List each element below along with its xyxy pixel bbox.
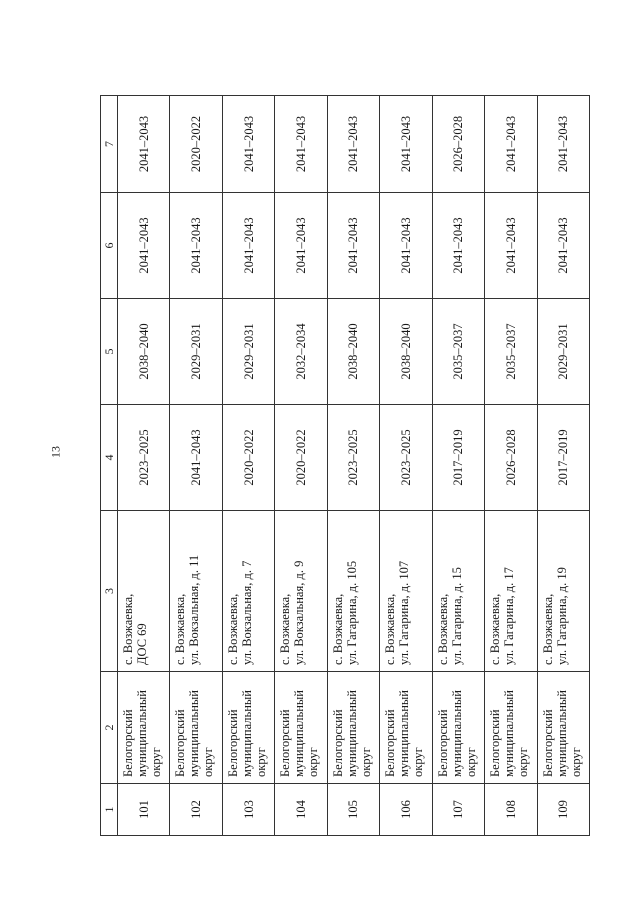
period-cell-col5: 2029–2031: [537, 299, 590, 405]
period-cell-col5: 2038–2040: [118, 299, 170, 405]
address-line: ул. Вокзальная, д. 7: [239, 560, 254, 665]
period-cell-col4: 2023–2025: [380, 405, 432, 511]
address-line: ул. Гагарина, д. 15: [449, 567, 464, 665]
address-line: ул. Гагарина, д. 17: [502, 567, 517, 665]
table-row: [485, 96, 537, 836]
period-cell-col5: 2035–2037: [485, 299, 537, 405]
address-cell: [222, 511, 274, 672]
period-cell-col7: 2026–2028: [432, 96, 484, 193]
district-line: округ: [463, 747, 478, 777]
district-cell: [432, 672, 484, 784]
address-line: с. Возжаевка,: [540, 593, 555, 665]
address-cell: [537, 511, 590, 672]
period-cell-col5: 2032–2034: [275, 299, 327, 405]
district-cell: [485, 672, 537, 784]
district-cell: [170, 672, 222, 784]
table-row: [222, 96, 274, 836]
row-number-cell: 106: [380, 784, 432, 836]
address-line: ул. Вокзальная, д. 9: [292, 560, 307, 665]
column-header-1: 1: [101, 784, 118, 836]
table-row: [275, 96, 327, 836]
district-cell: [118, 672, 170, 784]
district-line: Белогорский: [488, 709, 503, 777]
address-line: с. Возжаевка,: [435, 593, 450, 665]
district-line: округ: [253, 747, 268, 777]
address-cell: [275, 511, 327, 672]
column-header-5: 5: [101, 299, 118, 405]
period-cell-col6: 2041–2043: [222, 193, 274, 299]
address-line: ул. Гагарина, д. 105: [344, 560, 359, 665]
district-cell: [380, 672, 432, 784]
district-cell: [537, 672, 590, 784]
period-cell-col6: 2041–2043: [485, 193, 537, 299]
period-cell-col6: 2041–2043: [327, 193, 379, 299]
period-cell-col4: 2023–2025: [118, 405, 170, 511]
row-number-cell: 103: [222, 784, 274, 836]
period-cell-col5: 2035–2037: [432, 299, 484, 405]
district-cell: [275, 672, 327, 784]
period-cell-col4: 2023–2025: [327, 405, 379, 511]
address-line: ул. Гагарина, д. 107: [397, 560, 412, 665]
district-line: Белогорский: [173, 709, 188, 777]
row-number-cell: 107: [432, 784, 484, 836]
rotated-table-container: [100, 96, 590, 836]
table-body: [118, 96, 590, 836]
district-line: муниципальный: [397, 690, 412, 777]
table-row: [118, 96, 170, 836]
table-row: [537, 96, 590, 836]
address-line: с. Возжаевка,: [173, 593, 188, 665]
period-cell-col7: 2020–2022: [170, 96, 222, 193]
district-cell: [222, 672, 274, 784]
district-line: муниципальный: [239, 690, 254, 777]
district-line: муниципальный: [449, 690, 464, 777]
district-line: Белогорский: [383, 709, 398, 777]
period-cell-col6: 2041–2043: [537, 193, 590, 299]
column-header-3: 3: [101, 511, 118, 672]
table-row: [327, 96, 379, 836]
period-cell-col4: 2020–2022: [222, 405, 274, 511]
district-line: округ: [306, 747, 321, 777]
period-cell-col5: 2029–2031: [170, 299, 222, 405]
period-cell-col7: 2041–2043: [275, 96, 327, 193]
district-line: муниципальный: [344, 690, 359, 777]
column-header-2: 2: [101, 672, 118, 784]
period-cell-col6: 2041–2043: [275, 193, 327, 299]
column-header-7: 7: [101, 96, 118, 193]
address-line: ДОС 69: [135, 623, 149, 665]
period-cell-col6: 2041–2043: [118, 193, 170, 299]
header-row: [101, 96, 118, 836]
address-line: ул. Вокзальная, д. 11: [187, 554, 202, 665]
period-cell-col4: 2041–2043: [170, 405, 222, 511]
period-cell-col5: 2038–2040: [327, 299, 379, 405]
row-number-cell: 101: [118, 784, 170, 836]
address-cell: [432, 511, 484, 672]
period-cell-col6: 2041–2043: [380, 193, 432, 299]
address-line: с. Возжаевка,: [278, 593, 293, 665]
district-line: муниципальный: [135, 690, 149, 777]
table-row: [432, 96, 484, 836]
district-line: Белогорский: [540, 709, 555, 777]
period-cell-col4: 2026–2028: [485, 405, 537, 511]
period-cell-col4: 2020–2022: [275, 405, 327, 511]
district-line: округ: [358, 747, 373, 777]
table-row: [170, 96, 222, 836]
address-line: ул. Гагарина, д. 19: [554, 567, 569, 665]
district-line: муниципальный: [554, 690, 569, 777]
period-cell-col4: 2017–2019: [432, 405, 484, 511]
district-line: округ: [516, 747, 531, 777]
district-line: округ: [411, 747, 426, 777]
district-line: округ: [201, 747, 216, 777]
district-line: Белогорский: [330, 709, 345, 777]
page-number: 13: [48, 446, 63, 458]
address-cell: [380, 511, 432, 672]
period-cell-col7: 2041–2043: [327, 96, 379, 193]
district-line: округ: [149, 747, 163, 777]
column-header-4: 4: [101, 405, 118, 511]
district-line: муниципальный: [187, 690, 202, 777]
address-line: с. Возжаевка,: [225, 593, 240, 665]
district-line: Белогорский: [435, 709, 450, 777]
table-row: [380, 96, 432, 836]
address-cell: [170, 511, 222, 672]
period-cell-col6: 2041–2043: [432, 193, 484, 299]
district-line: муниципальный: [292, 690, 307, 777]
address-cell: [327, 511, 379, 672]
period-cell-col5: 2038–2040: [380, 299, 432, 405]
district-line: Белогорский: [121, 709, 135, 777]
row-number-cell: 105: [327, 784, 379, 836]
row-number-cell: 102: [170, 784, 222, 836]
period-cell-col4: 2017–2019: [537, 405, 590, 511]
housing-repair-schedule-table: [100, 95, 590, 836]
row-number-cell: 108: [485, 784, 537, 836]
period-cell-col7: 2041–2043: [118, 96, 170, 193]
address-line: с. Возжаевка,: [330, 593, 345, 665]
period-cell-col7: 2041–2043: [380, 96, 432, 193]
district-cell: [327, 672, 379, 784]
row-number-cell: 109: [537, 784, 590, 836]
address-cell: [485, 511, 537, 672]
period-cell-col7: 2041–2043: [222, 96, 274, 193]
address-line: с. Возжаевка,: [383, 593, 398, 665]
district-line: Белогорский: [278, 709, 293, 777]
district-line: Белогорский: [225, 709, 240, 777]
address-line: с. Возжаевка,: [488, 593, 503, 665]
period-cell-col7: 2041–2043: [485, 96, 537, 193]
period-cell-col5: 2029–2031: [222, 299, 274, 405]
row-number-cell: 104: [275, 784, 327, 836]
period-cell-col7: 2041–2043: [537, 96, 590, 193]
period-cell-col6: 2041–2043: [170, 193, 222, 299]
district-line: округ: [568, 747, 583, 777]
column-header-6: 6: [101, 193, 118, 299]
district-line: муниципальный: [502, 690, 517, 777]
address-line: с. Возжаевка,: [121, 593, 135, 665]
address-cell: [118, 511, 170, 672]
